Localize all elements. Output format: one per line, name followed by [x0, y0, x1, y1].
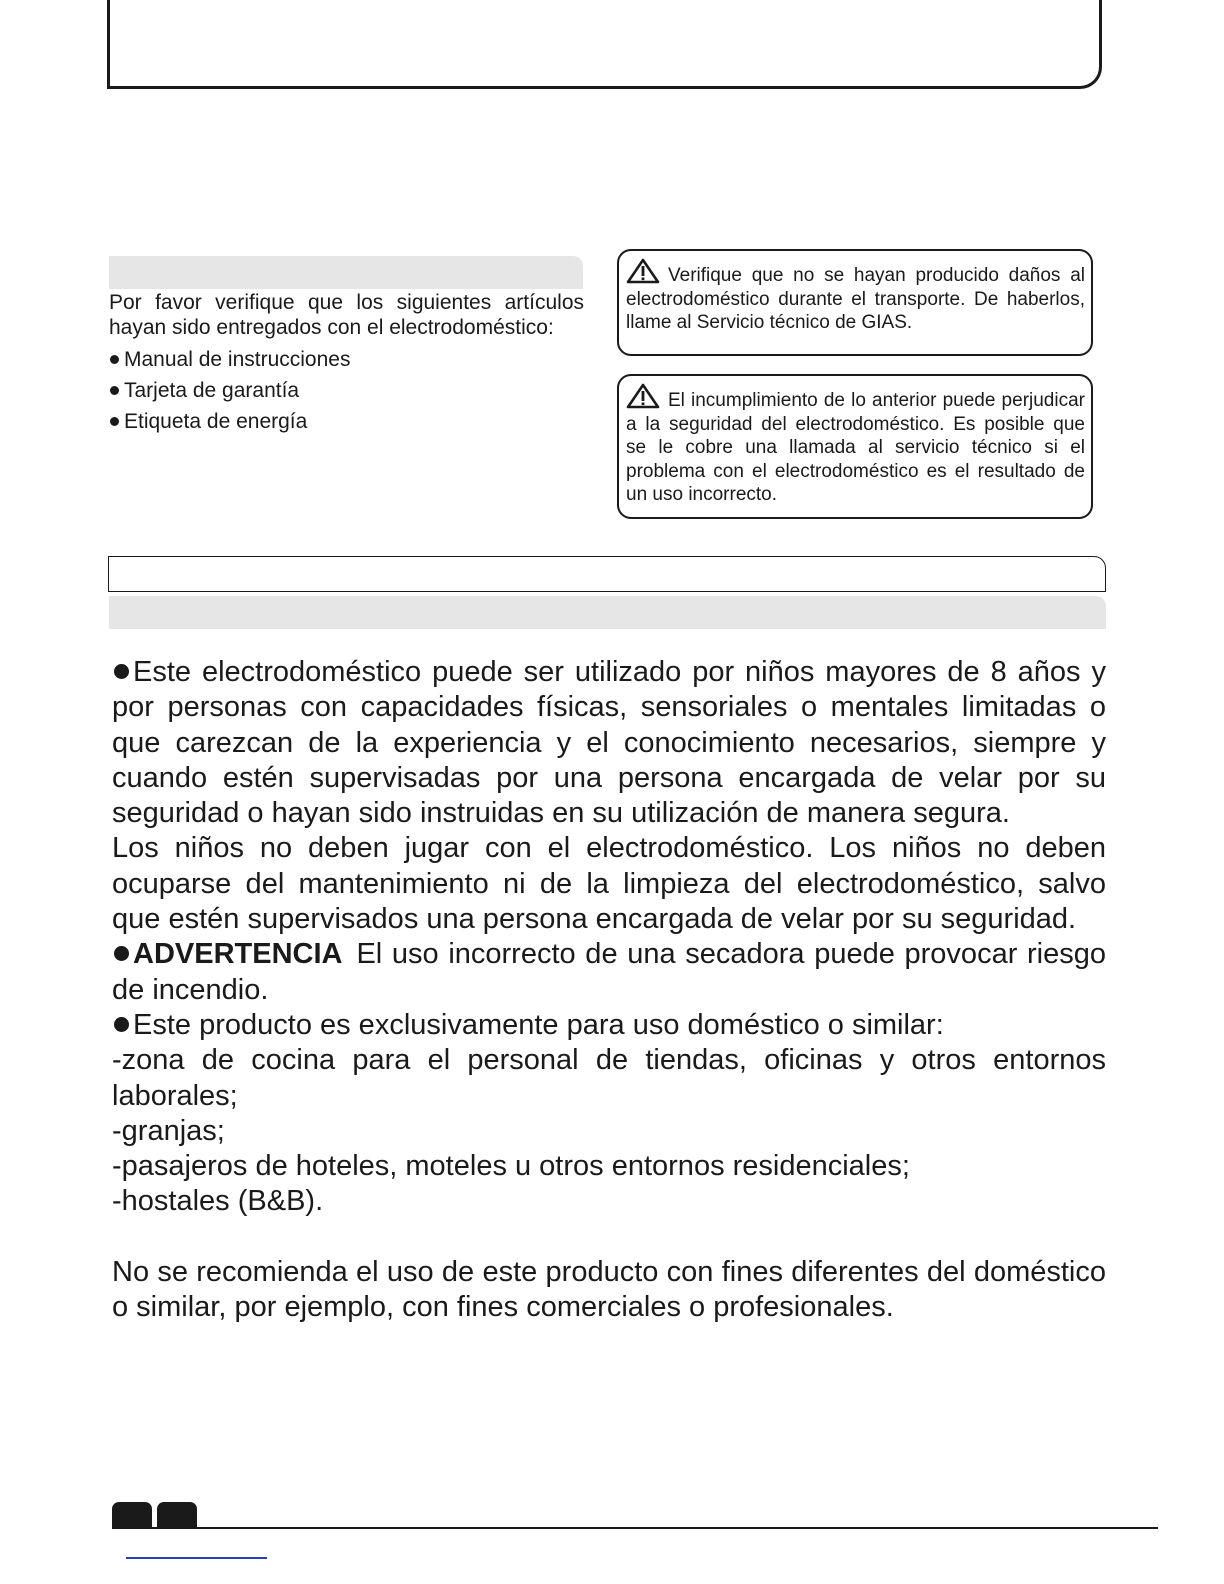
page-number-tab: [157, 1502, 197, 1529]
page-number-tab: [112, 1502, 152, 1529]
bullet-icon: [110, 386, 119, 395]
bullet-icon: [114, 946, 129, 961]
list-item: -hostales (B&B).: [112, 1185, 324, 1218]
warning-label: ADVERTENCIA: [133, 938, 343, 971]
delivered-items-section: [109, 290, 584, 437]
bullet-icon: [114, 664, 129, 679]
safety-instructions: [112, 655, 1106, 1325]
footer-rule: [112, 1527, 1158, 1529]
delivered-items-list: [109, 344, 584, 437]
section-header-bar-accessories: [109, 256, 583, 289]
list-item: -granjas;: [112, 1114, 225, 1147]
paragraph-spacer: [112, 1220, 1106, 1255]
list-item: Etiqueta de energía: [109, 406, 584, 437]
warning-triangle-icon: [626, 383, 660, 409]
page-title-frame: [107, 0, 1102, 89]
bullet-icon: [114, 1017, 129, 1032]
children-play-paragraph: Los niños no deben jugar con el electrodoméstico. Los niños no deben ocuparse del mantenimiento ni de la limpieza del electrodoméstico, salvo que estén supervisados una persona encargada de velar por su seguridad.: [112, 832, 1106, 936]
section-header-bar-safety: [109, 596, 1106, 629]
bullet-icon: [110, 417, 119, 426]
fire-warning-paragraph: ADVERTENCIA El uso incorrecto de una secadora puede provocar riesgo de incendio.: [112, 938, 1106, 1006]
warning-triangle-icon: [626, 258, 660, 284]
section-title-frame: [108, 556, 1106, 592]
transport-warning-box: [617, 249, 1093, 356]
list-item: Manual de instrucciones: [109, 344, 584, 375]
bullet-icon: [110, 355, 119, 364]
list-item: -zona de cocina para el personal de tiendas, oficinas y otros entornos laborales;: [112, 1044, 1106, 1112]
children-paragraph: Este electrodoméstico puede ser utilizado por niños mayores de 8 años y por personas con capacidades físicas, sensoriales o mentales limitadas o que carezcan de la experiencia y el conocimiento necesarios, siempre y cuando estén supervisadas por una persona encargada de velar por su seguridad o hayan sido instruidas en su utilización de manera segura.: [112, 656, 1106, 830]
list-item: Tarjeta de garantía: [109, 375, 584, 406]
delivered-items-intro: Por favor verifique que los siguientes artículos hayan sido entregados con el electrodoméstico:: [109, 291, 584, 339]
not-recommended-paragraph: No se recomienda el uso de este producto con fines diferentes del doméstico o similar, por ejemplo, con fines comerciales o profesionales.: [112, 1255, 1106, 1324]
footer-link-underline: [126, 1557, 267, 1559]
noncompliance-warning-box: [617, 374, 1093, 519]
noncompliance-warning-text: El incumplimiento de lo anterior puede perjudicar a la seguridad del electrodoméstico. Es posible que se le cobre una llamada al servicio técnico si el problema con el electrodoméstico es el resultado de un uso incorrecto.: [626, 390, 1085, 505]
list-item: -pasajeros de hoteles, moteles u otros entornos residenciales;: [112, 1150, 910, 1183]
transport-warning-text: Verifique que no se hayan producido daños al electrodoméstico durante el transporte. De haberlos, llame al Servicio técnico de GIAS.: [626, 265, 1085, 333]
domestic-use-intro: Este producto es exclusivamente para uso doméstico o similar:: [112, 1008, 1106, 1043]
